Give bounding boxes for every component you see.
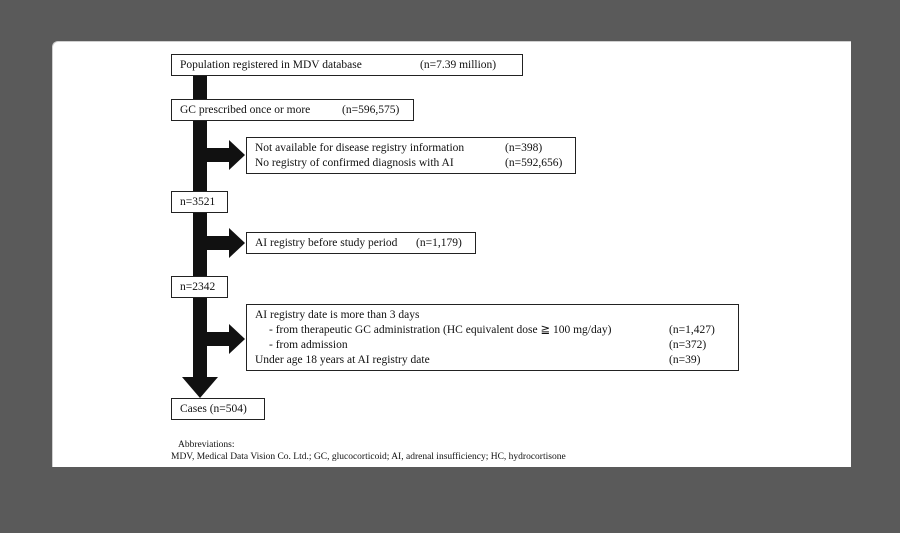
abbreviations-title: Abbreviations: (178, 440, 235, 450)
exclusion-3-line-4-count: (n=39) (669, 354, 701, 366)
branch-arrow-2-shaft (207, 236, 231, 250)
branch-arrow-1-shaft (207, 148, 231, 162)
gc-box (171, 99, 414, 121)
gc-count: (n=596,575) (342, 104, 400, 116)
exclusion-3-line-4: Under age 18 years at AI registry date (255, 354, 430, 366)
exclusion-box-2 (246, 232, 476, 254)
branch-arrow-2-head (229, 228, 245, 258)
population-label: Population registered in MDV database (180, 59, 362, 71)
abbreviations-text: MDV, Medical Data Vision Co. Ltd.; GC, glucocorticoid; AI, adrenal insufficiency; HC, hydrocortisone (171, 452, 566, 462)
exclusion-1-line-1-count: (n=398) (505, 142, 543, 154)
remaining-count-2: n=2342 (171, 276, 228, 298)
remaining-count-1: n=3521 (171, 191, 228, 213)
branch-arrow-1-head (229, 140, 245, 170)
cases-box: Cases (n=504) (171, 398, 265, 420)
exclusion-3-line-3-count: (n=372) (669, 339, 707, 351)
exclusion-1-line-2-count: (n=592,656) (505, 157, 563, 169)
exclusion-3-line-3: - from admission (269, 339, 348, 351)
branch-arrow-3-shaft (207, 332, 231, 346)
exclusion-1-line-1: Not available for disease registry information (255, 142, 465, 154)
down-arrow-head (182, 377, 218, 398)
exclusion-3-line-1: AI registry date is more than 3 days (255, 309, 420, 321)
exclusion-2-count: (n=1,179) (416, 237, 462, 249)
population-box (171, 54, 523, 76)
exclusion-1-line-2: No registry of confirmed diagnosis with AI (255, 157, 454, 169)
branch-arrow-3-head (229, 324, 245, 354)
population-count: (n=7.39 million) (420, 59, 497, 71)
exclusion-2-label: AI registry before study period (255, 237, 398, 249)
exclusion-box-3 (246, 304, 739, 371)
exclusion-3-line-2-count: (n=1,427) (669, 324, 715, 336)
exclusion-3-line-2: - from therapeutic GC administration (HC equivalent dose ≧ 100 mg/day) (269, 324, 612, 336)
gc-label: GC prescribed once or more (180, 104, 311, 116)
exclusion-box-1 (246, 137, 576, 174)
